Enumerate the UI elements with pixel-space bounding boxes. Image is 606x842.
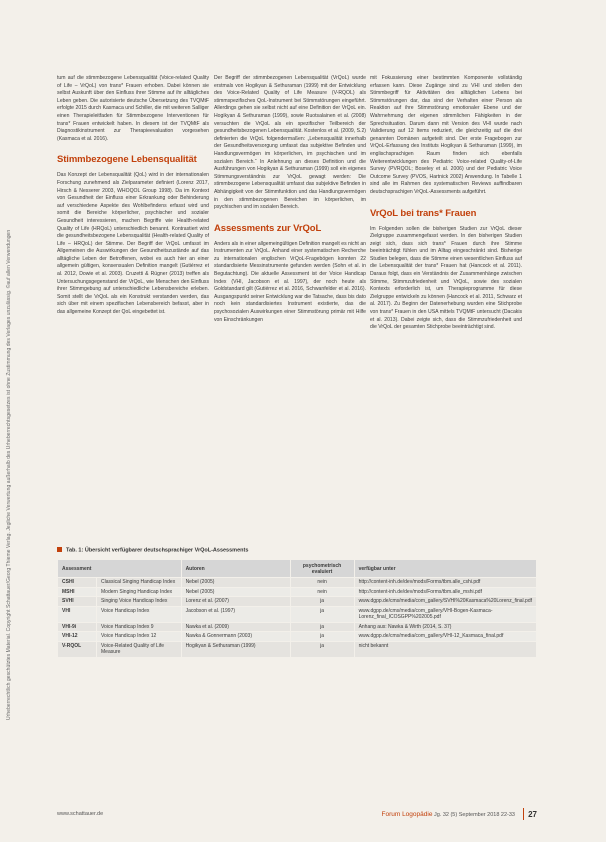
cell-abbreviation: SVHI bbox=[58, 597, 97, 607]
cell-authors: Jacobson et al. (1997) bbox=[181, 606, 290, 622]
cell-source: Anhang aus: Nawka & Wirth (2014, S. 37) bbox=[354, 622, 536, 632]
column-header: verfügbar unter bbox=[354, 560, 536, 578]
cell-name: Voice Handicap Index bbox=[97, 606, 182, 622]
cell-source: nicht bekannt bbox=[354, 641, 536, 657]
cell-name: Voice Handicap Index 9 bbox=[97, 622, 182, 632]
cell-authors: Nebel (2005) bbox=[181, 587, 290, 597]
cell-source: http://content-inh.de/dev/mods/Forms/tbm.alle_cshi.pdf bbox=[354, 578, 536, 588]
cell-name: Singing Voice Handicap Index bbox=[97, 597, 182, 607]
caption-marker-icon bbox=[57, 547, 62, 552]
cell-abbreviation: CSHI bbox=[58, 578, 97, 588]
table-row bbox=[58, 632, 537, 642]
paragraph: mit Fokussierung einer bestimmten Komponente vollständig erfassen kann. Diese Zugänge sind zu VHI und stellen den Stimmbegriff für Aktivitäten des alltäglichen Lebens bei Stimmstörungen dar, das sind der Verhalten einer Person als Reaktion auf ihre Stimmstörung emotionaler Ebene und der Wahrnehmung der eigenen stimmlichen Fähigkeiten in der Sprechsituation. Darum dann mit Version des VHI wurde nach Validierung auf 12 Items reduziert, die gleichzeitig auf die drei genannten Domänen aufgeteilt sind. Der erste Fragebogen zur VrQoL-Erfassung des Instituts Hogikyan & Sethuraman (1999), im englischsprachigen Raum finden sich ebenfalls Weiterentwicklungen des Pediatric Voice-related Quality-of-Life Survey (PVRQOL; Boseley et al. 2006) und der Pediatric Voice Outcome Survey (PVOS, Hartnick 2002) Anwendung. In Tabelle 1 sind alle im Rahmen des systematischen Reviews auffindbaren deutschsprachigen VrQoL-Assessments aufgeführt. bbox=[370, 75, 522, 195]
cell-authors: Nebel (2005) bbox=[181, 578, 290, 588]
cell-evaluated: ja bbox=[290, 632, 354, 642]
cell-evaluated: ja bbox=[290, 606, 354, 622]
cell-abbreviation: V-RQOL bbox=[58, 641, 97, 657]
cell-evaluated: ja bbox=[290, 622, 354, 632]
text-column-1 bbox=[57, 75, 209, 317]
issue-meta: Jg. 32 (5) September 2018 22-33 bbox=[433, 812, 515, 818]
cell-evaluated: nein bbox=[290, 587, 354, 597]
cell-abbreviation: VHI bbox=[58, 606, 97, 622]
column-header: Autoren bbox=[181, 560, 290, 578]
table-row bbox=[58, 622, 537, 632]
cell-source: www.dgpp.de/cms/media/com_gallery/VHI-Bogen-Kasmaca-Lorenz_final_ICOSGPP%202005.pdf bbox=[354, 606, 536, 622]
column-header: psychometrisch evaluiert bbox=[290, 560, 354, 578]
table-header-row bbox=[58, 560, 537, 578]
table-caption-text: Tab. 1: Übersicht verfügbarer deutschsprachiger VrQoL-Assessments bbox=[66, 547, 249, 554]
cell-authors: Hogikyan & Sethuraman (1999) bbox=[181, 641, 290, 657]
assessment-table bbox=[57, 559, 537, 658]
cell-source: www.dgpp.de/cms/media/com_gallery/VHI-12_Kasmaca_final.pdf bbox=[354, 632, 536, 642]
copyright-side-notice bbox=[6, 40, 16, 720]
side-notice-text: Urheberrechtlich geschütztes Material. Copyright Schattauer/Georg Thieme Verlag. Jegliche Verwertung außerhalb des Urheberrechtsgesetzes ist ohne Zustimmung des Verlages unzulässig. ©auf allen Verwendungen bbox=[6, 229, 12, 720]
section-heading: Assessments zur VrQoL bbox=[214, 222, 322, 234]
paragraph: Im Folgenden sollen die bisherigen Studien zur VrQoL dieser Zielgruppe zusammengefasst werden. In den bisherigen Studien zeigt sich, dass sich trans* Frauen durch ihre Stimme beeinträchtigt fühlen und im Alltag eingeschränkt sind. Bisherige Studien belegen, dass die Stimme einen wesentlichen Einfluss auf die Lebensqualität der trans* Frauen hat (Hancock et al. 2011). Daraus folgt, dass ein Verständnis der Zusammenhänge zwischen Stimme, Stimmzufriedenheit und VrQoL, sowie des sozialen Kontexts erforderlich ist, um Therapieprogramme für diese Zielgruppe entwickeln zu können (Hancock et al. 2011, Schwarz et al. 2017). Zu Beginn der Datenerhebung wurden eine Stichprobe von trans* Frauen in den USA mittels TVQMtF untersucht (Dacakis et al. 2013). Dabei zeigte sich, dass die Stimmzufriedenheit und die VrQoL der gesamten Stichprobe beeinträchtigt sind. bbox=[370, 225, 522, 331]
paragraph: Das Konzept der Lebensqualität (QoL) wird in der internationalen Forschung zunehmend als Zielparameter definiert (Lorenz 2017, Hirsch & Nesserer 2003, WHOQOL Group 1998). Da im Kontext von Gesundheit der Einfluss einer Erkrankung oder Behinderung auf verschiedene Aspekte des Wohlbefindens erfasst wird und somit die Bereiche körperlicher, psychischer und sozialer Gesundheit interessieren, machen Begriffe wie Health-related Quality of Life (HRQoL) unterschiedlich benannt. Kontrastiert wird die gesundheitsbezogene Lebensqualität (Health-related Quality of Life – HRQoL) der Stimme. Der Begriff der VrQoL umfasst im Allgemeinen die Auswirkungen der Gesundheitszustände auf das alltägliche Leben der Betroffenen, wobei es auch hier an einer allgemein gültigen, konsensualen Definition mangelt (Gutiérrez et al. 2012, Dowie et al. 2003). Cruzetti & Rügner (2013) treffen als Untersuchungsgegenstand der VrQoL, wie Menschen den Einfluss ihrer Stimmgebung auf unterschiedliche Lebensbereiche erleben. Somit stellt die VrQoL als ein Konstrukt verstanden werden, das sich über mit einem spezifischen Lebensbereich befasst, aber in das allgemeine Konzept der QoL eingebettet ist. bbox=[57, 172, 209, 316]
cell-abbreviation: MSHI bbox=[58, 587, 97, 597]
paragraph: tum auf die stimmbezogene Lebensqualität (Voice-related Quality of Life – VrQoL) von trans* Frauen erhoben. Dabei können sie selbst Auskunft über den Einfluss ihrer Stimme auf ihr alltägliches Leben geben. Die autorisierte deutsche Übersetzung des TVQMtF erfolgte 2015 durch Kasmaca und Schiller, die mit weiteren Salliger einen Therapieleitfaden für Stimmbezogene Interventionen für trans* Frauen entwickelt haben. In diesem ist der TVQMtF als Diagnostikinstrument zur Therapieevaluation vorgesehen (Kasmaca et al. 2016). bbox=[57, 75, 209, 142]
journal-brand: Forum Logopädie bbox=[381, 811, 433, 818]
cell-name: Voice Handicap Index 12 bbox=[97, 632, 182, 642]
cell-name: Modern Singing Handicap Index bbox=[97, 587, 182, 597]
text-column-2 bbox=[214, 75, 366, 324]
section-heading: Stimmbezogene Lebensqualität bbox=[57, 154, 197, 166]
section-heading: VrQoL bei trans* Frauen bbox=[370, 207, 477, 219]
cell-abbreviation: VHI-9i bbox=[58, 622, 97, 632]
cell-authors: Nawka et al. (2009) bbox=[181, 622, 290, 632]
journal-info bbox=[381, 811, 515, 818]
cell-authors: Lorenz et al. (2007) bbox=[181, 597, 290, 607]
table-row bbox=[58, 597, 537, 607]
publisher-url: www.schattauer.de bbox=[57, 811, 104, 817]
table-row bbox=[58, 587, 537, 597]
table-caption bbox=[57, 547, 537, 554]
text-column-3 bbox=[370, 75, 522, 332]
cell-source: www.dgpp.de/cms/media/com_gallery/SVHI%20Kasmaca%20Lorenz_final.pdf bbox=[354, 597, 536, 607]
cell-evaluated: ja bbox=[290, 597, 354, 607]
paragraph: Anders als in einer allgemeingültigen Definition mangelt es nicht an Instrumenten zur VrQoL. Anhand einer systematischen Recherche zu internationalen englischen VrQoL-Fragebögen konnten 22 standardisierte Messinstrumente gefunden werden (Sohn et al. in Begutachtung). Die aktuelle Assessment ist der Voice Handicap Index (VHI, Jacobson et al. 1997), der noch heute als Goldstandard gilt (Gutiérrez et al. 2016, Schwanfelder et al. 2016). Ausgangspunkt seiner Entwicklung war die Tatsache, dass bis dato noch kein standardisiertes Instrument existierte, das die psychosozialen Auswirkungen einer Stimmstörung primär mit Hilfe von Einschränkungen bbox=[214, 240, 366, 323]
table-row bbox=[58, 641, 537, 657]
page-footer bbox=[57, 810, 537, 822]
paragraph: Der Begriff der stimmbezogenen Lebensqualität (VrQoL) wurde erstmals von Hogikyan & Sethuraman (1999) mit der Entwicklung des Voice-Related Quality of Life Measure (V-RQOL) als stimmspezifisches QoL-Instrument bei Stimmstörungen eingeführt. Allerdings gehen sie selbst nicht auf eine Definition der VrQoL ein. Hogikyan & Sethuraman (1999), sowie Ruotsalainen et al. (2008) versuchten die VrQoL als ein spezifischer Teilbereich der gesundheitsbezogenen Lebensqualität. Kostenlos et al. (2009, S.2) definierten die VrQoL folgendermaßen: „Lebensqualität innerhalb der Gesundheitsversorgung umfasst das subjektive Befinden und Handlungsvermögen im körperlichen, im psychischen und im sozialen Bereich.“ In Anlehnung an dieses Definition und die Ausführungen von Hogikyan & Sethuraman (1999) soll ein eigenes Stimmungsverständnis zur VrQoL gewagt werden: Die stimmbezogene Lebensqualität umfasst das subjektive Befinden in Abhängigkeit von der Stimmfunktion und das Handlungsvermögen in den stimmbezogenen Bereichen im körperlichen, im psychischen und im sozialen Bereich. bbox=[214, 75, 366, 211]
table-row bbox=[58, 578, 537, 588]
cell-authors: Nawka & Gonnermann (2003) bbox=[181, 632, 290, 642]
column-header: Assessment bbox=[58, 560, 182, 578]
cell-evaluated: nein bbox=[290, 578, 354, 588]
cell-name: Voice-Related Quality of Life Measure bbox=[97, 641, 182, 657]
cell-source: http://content-inh.de/dev/mods/Forms/tbm.alle_mshi.pdf bbox=[354, 587, 536, 597]
page-number: 27 bbox=[528, 810, 537, 819]
cell-evaluated: ja bbox=[290, 641, 354, 657]
cell-name: Classical Singing Handicap Index bbox=[97, 578, 182, 588]
table-row bbox=[58, 606, 537, 622]
footer-divider bbox=[523, 808, 524, 820]
cell-abbreviation: VHI-12 bbox=[58, 632, 97, 642]
